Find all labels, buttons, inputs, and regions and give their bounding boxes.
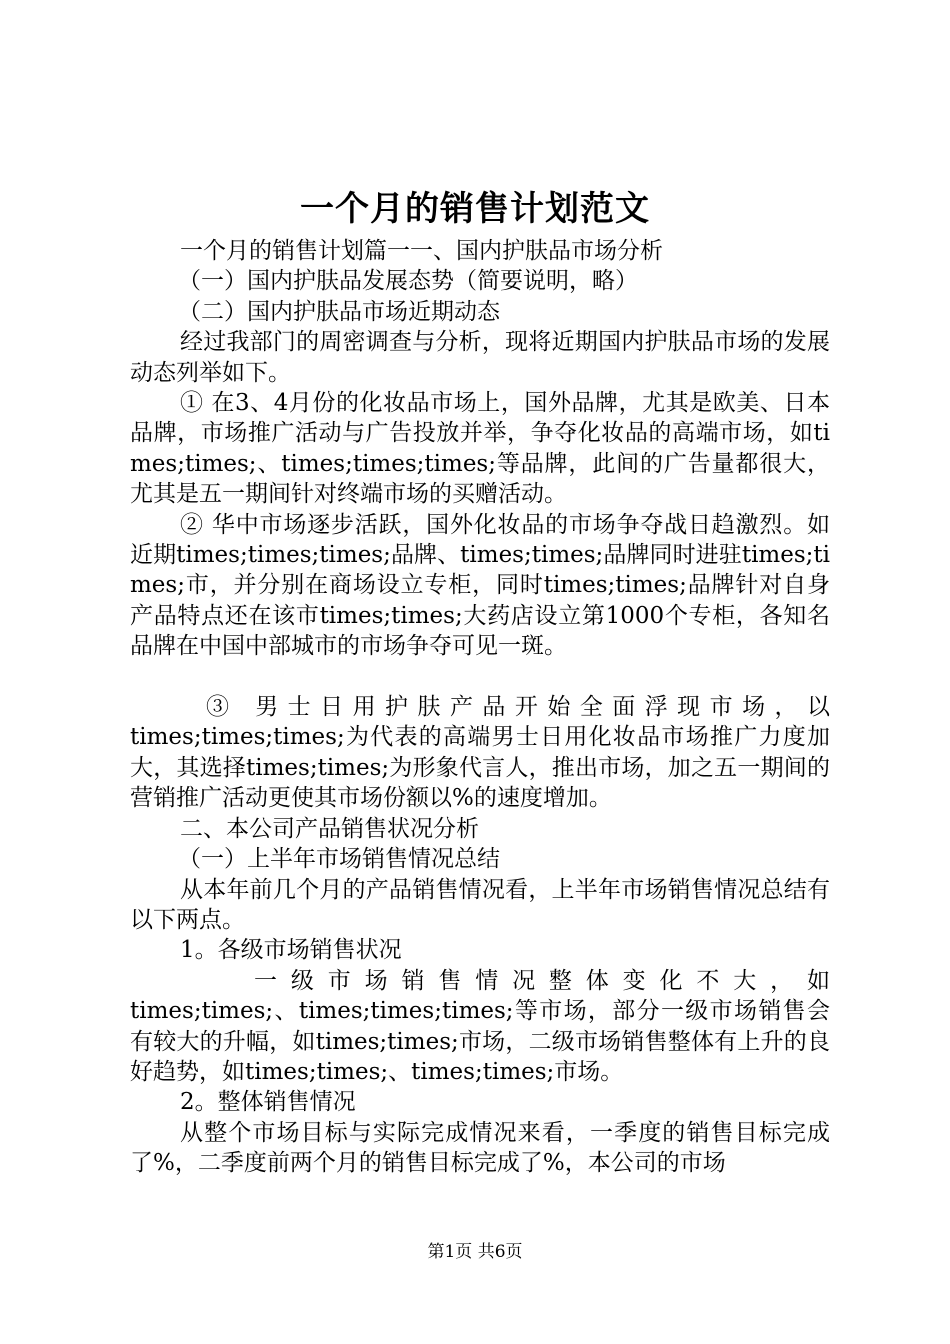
heading-market-analysis: 一个月的销售计划篇一一、国内护肤品市场分析 xyxy=(180,238,663,264)
paragraph-level-1-line-1: 一级市场销售情况整体变化不大，如 xyxy=(254,967,830,994)
subheading-overall-sales: 2。整体销售情况 xyxy=(180,1089,356,1116)
paragraph-intro: 经过我部门的周密调查与分析，现将近期国内护肤品市场的发展动态列举如下。 xyxy=(130,329,830,386)
paragraph-summary-intro: 从本年前几个月的产品销售情况看，上半年市场销售情况总结有以下两点。 xyxy=(130,876,830,933)
subheading-development-trend: （一）国内护肤品发展态势（简要说明，略） xyxy=(178,268,638,295)
paragraph-level-1-rest: times;times;、times;times;times;等市场，部分一级市场销售会有较大的升幅，如times;times;市场，二级市场销售整体有上升的良好趋势，如times;times;、times;times;市场。 xyxy=(130,998,830,1085)
heading-sales-analysis: 二、本公司产品销售状况分析 xyxy=(180,815,479,842)
subheading-market-levels: 1。各级市场销售状况 xyxy=(180,937,402,964)
blank-line xyxy=(130,662,830,692)
paragraph-point-2: ② 华中市场逐步活跃，国外化妆品的市场争夺战日趋激烈。如近期times;times;times;品牌、times;times;品牌同时进驻times;times;市，并分别在商场设立专柜，同时times;times;品牌针对自身产品特点还在该市times;times;大药店设立第1000个专柜，各知名品牌在中国中部城市的市场争夺可见一斑。 xyxy=(130,511,830,660)
subheading-first-half-summary: （一）上半年市场销售情况总结 xyxy=(178,846,500,873)
paragraph-overall-sales: 从整个市场目标与实际完成情况来看，一季度的销售目标完成了%，二季度前两个月的销售目标完成了%，本公司的市场 xyxy=(130,1119,830,1177)
subheading-recent-dynamics: （二）国内护肤品市场近期动态 xyxy=(178,298,500,325)
page-footer: 第1页 共6页 xyxy=(427,1242,523,1262)
paragraph-point-1: ① 在3、4月份的化妆品市场上，国外品牌，尤其是欧美、日本品牌，市场推广活动与广告投放并举，争夺化妆品的高端市场，如times;times;、times;times;times;等品牌，此间的广告量都很大，尤其是五一期间针对终端市场的买赠活动。 xyxy=(130,390,830,508)
document-title: 一个月的销售计划范文 xyxy=(300,189,650,229)
paragraph-point-3-line-1: ③ 男士日用护肤产品开始全面浮现市场，以 xyxy=(206,694,830,721)
document-body xyxy=(130,236,830,1179)
paragraph-point-3-rest: times;times;times;为代表的高端男士日用化妆品市场推广力度加大，其选择times;times;为形象代言人，推出市场，加之五一期间的营销推广活动更使其市场份额以%的速度增加。 xyxy=(130,724,830,812)
